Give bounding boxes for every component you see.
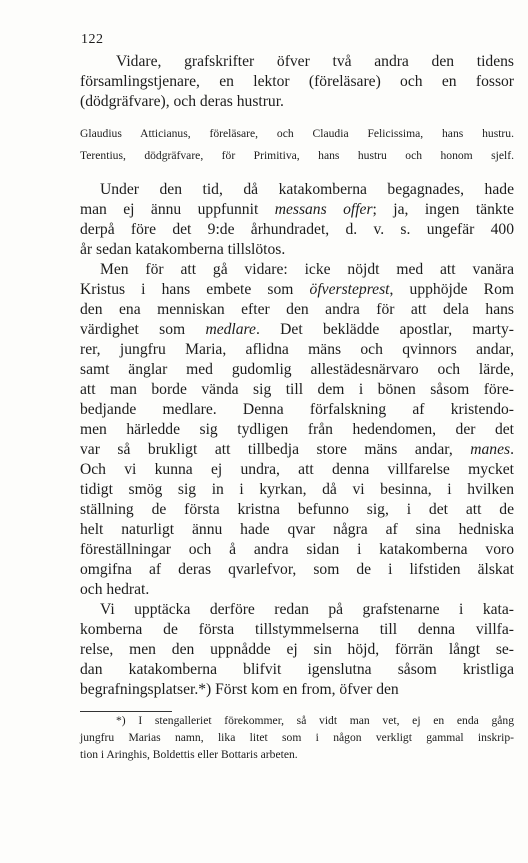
text-segment: Kristus i hans embete som	[80, 281, 310, 298]
footnote-line: tion i Aringhis, Boldettis eller Bottaris arbeten.	[80, 748, 298, 761]
text-line	[80, 400, 514, 420]
footnote-line: *) I stengalleriet förekommer, så vidt man vet, ej en enda gång	[116, 714, 514, 727]
text-line: (dödgräfvare), och deras hustrur.	[80, 93, 284, 110]
text-segment: men härledde sig tydligen från hedendomen, der det	[80, 421, 514, 438]
text-segment: år sedan katakomberna tillslötos.	[80, 241, 286, 258]
main-body-text	[80, 180, 514, 700]
italic-segment: öfversteprest	[309, 281, 390, 298]
text-segment: att man borde vända sig till dem i bönen såsom före-	[80, 381, 514, 398]
text-segment: var så brukligt att tillbedja store mäns andar,	[80, 441, 471, 458]
italic-segment: manes	[470, 441, 511, 458]
footnote-line: jungfru Marias namn, lika litet som i någon verkligt gammal inskrip-	[80, 731, 514, 744]
footnote	[80, 712, 514, 763]
text-line	[80, 560, 514, 580]
intro-paragraph	[80, 52, 514, 112]
text-segment: .	[510, 441, 514, 458]
text-line	[80, 420, 514, 440]
text-segment: dan katakomberna blifvit igenslutna såsom kristliga	[80, 661, 514, 678]
text-segment: Vi upptäcka derföre redan på grafstenarne i kata-	[100, 601, 514, 618]
text-line	[80, 600, 514, 620]
text-segment: rer, jungfru Maria, aflidna mäns och qvinnors andar,	[80, 341, 514, 358]
text-segment: föreställningar och å andra sidan i katakomberna voro	[80, 541, 514, 558]
text-line	[80, 440, 514, 460]
text-line	[80, 300, 514, 320]
text-line	[80, 380, 514, 400]
text-line	[80, 240, 514, 260]
text-line	[80, 320, 514, 340]
text-line	[80, 500, 514, 520]
text-segment: Men för att gå vidare: icke nöjdt med att vanära	[100, 261, 514, 278]
text-line	[80, 180, 514, 200]
text-segment: tidigt smög sig in i kyrkan, då vi besinna, i hvilken	[80, 481, 514, 498]
text-line	[80, 480, 514, 500]
text-line	[80, 540, 514, 560]
text-line	[80, 580, 514, 600]
text-line	[80, 200, 514, 220]
text-line	[80, 340, 514, 360]
text-segment: man ej ännu uppfunnit	[80, 201, 275, 218]
text-line: Vidare, grafskrifter öfver två andra den tidens	[116, 53, 514, 70]
text-segment: samt änglar med gudomlig allestädesnärvaro och lärde,	[80, 361, 514, 378]
text-segment: , upphöjde Rom	[389, 281, 514, 298]
text-line	[80, 640, 514, 660]
inscriptions	[80, 123, 514, 167]
text-segment: helt naturligt ännu hade qvar några af sina hedniska	[80, 521, 514, 538]
text-line	[80, 620, 514, 640]
text-segment: . Det beklädde apostlar, marty-	[255, 321, 514, 338]
text-segment: derpå före det 9:de århundradet, d. v. s. ungefär 400	[80, 221, 514, 238]
text-line: församlingstjenare, en lektor (föreläsare) och en fossor	[80, 73, 514, 90]
text-line	[80, 660, 514, 680]
text-segment: relse, men den uppnådde ej sin höjd, förrän långt se-	[80, 641, 514, 658]
page-number: 122	[81, 32, 104, 47]
text-segment: komberna de första tillstymmelserna till denna villfa-	[80, 621, 514, 638]
inscription-line: Terentius, dödgräfvare, för Primitiva, hans hustru och honom sjelf.	[80, 149, 514, 162]
text-segment: den ena menniskan efter den andra för att dela hans	[80, 301, 514, 318]
inscription-line: Glaudius Atticianus, föreläsare, och Claudia Felicissima, hans hustru.	[80, 127, 514, 140]
text-segment: värdighet som	[80, 321, 206, 338]
italic-segment: messans offer	[274, 201, 373, 218]
italic-segment: medlare	[205, 321, 256, 338]
text-line	[80, 280, 514, 300]
text-line	[80, 360, 514, 380]
text-segment: och hedrat.	[80, 581, 150, 598]
text-line	[80, 460, 514, 480]
text-line	[80, 680, 514, 700]
text-line	[80, 260, 514, 280]
text-segment: omgifna af deras qvarlefvor, som de i lifstiden älskat	[80, 561, 514, 578]
text-line	[80, 520, 514, 540]
text-segment: begrafningsplatser.*) Först kom en from, öfver den	[80, 681, 399, 698]
text-segment: Och vi kunna ej undra, att denna villfarelse mycket	[80, 461, 514, 478]
text-segment: Under den tid, då katakomberna begagnades, hade	[100, 181, 514, 198]
text-line	[80, 220, 514, 240]
text-segment: bedjande medlare. Denna förfalskning af kristendo-	[80, 401, 514, 418]
text-segment: ; ja, ingen tänkte	[372, 201, 514, 218]
text-segment: ställning de första kristna befunno sig, i det att de	[80, 501, 514, 518]
